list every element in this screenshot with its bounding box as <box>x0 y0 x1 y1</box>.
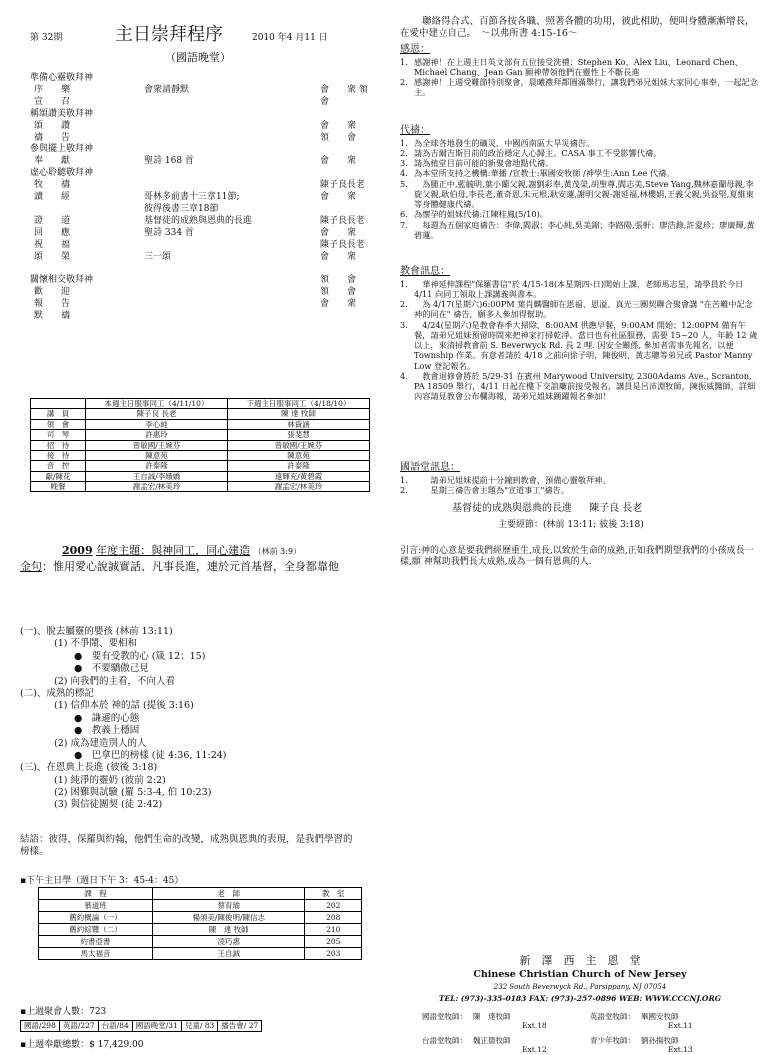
item-number: 4. <box>400 370 408 381</box>
item-name: 頌 榮 <box>34 251 71 262</box>
item-detail: 聖詩 168 首 <box>144 156 194 167</box>
page-subtitle: （國語晚堂） <box>165 51 231 64</box>
schedule-cell: 蔡育瑜 <box>153 900 305 912</box>
program-item <box>22 215 366 228</box>
item-name: 報 告 <box>34 299 71 310</box>
schedule-cell: 205 <box>305 936 362 948</box>
program-item <box>22 252 362 264</box>
program-item <box>22 263 362 275</box>
item-leader: 陳子良長老 <box>320 180 366 191</box>
church-name-english: Chinese Christian Church of New Jersey <box>473 969 687 980</box>
schedule-header-cell: 教 室 <box>305 888 362 900</box>
list-item <box>400 485 760 495</box>
program-item <box>22 156 362 168</box>
prayer-title: 代禱： <box>400 125 430 136</box>
item-text: 為懷孕的姐妹代禱:江陳桂鳳(5/10)。 <box>414 209 548 220</box>
list-item <box>400 475 760 485</box>
item-number: 2. <box>400 484 408 495</box>
program-item <box>22 239 366 252</box>
item-text: 為腫正中,藍毓明,葉小蘭父親,謝劉彩奉,黃茂榮,胡聖尊,閻志美,Steve Yang,魏林嘉蘭母親,李旋父親,耿伯母,李長老,董奇恩,朱元根,耿安蓮,謝明父親-謝延福,林櫻娟,王義父親,吳益堅,夏維東等身體健康代禱。 <box>414 178 754 209</box>
roster-cell: 音 控 <box>31 461 86 471</box>
annual-theme <box>62 544 301 558</box>
schedule-cell: 楊須美/陳俊明/陳信志 <box>153 912 305 924</box>
program-section-heading <box>22 168 362 180</box>
item-text: 請為吉爾吉斯目前的政治穩定人心歸主。CASA 事工不受影響代禱。 <box>414 147 662 158</box>
table-row <box>39 924 362 936</box>
sunday-school-table <box>38 887 362 960</box>
item-name: 祝 福 <box>34 239 71 250</box>
staff-name: 魏正德牧師 <box>473 1036 511 1045</box>
item-number: 2. <box>400 299 408 309</box>
attendance-table <box>20 1020 262 1032</box>
item-leader: 會 衆 <box>320 299 357 310</box>
theme-year: 2009 <box>62 544 93 557</box>
item-number: 1. <box>400 137 408 148</box>
schedule-cell: 凌巧惠 <box>153 936 305 948</box>
item-detail: 三一頌 <box>144 251 172 262</box>
item-leader: 會 衆 <box>320 156 357 167</box>
item-leader: 會 <box>320 96 330 107</box>
item-leader: 陳子良長老 <box>320 215 366 226</box>
item-leader: 領 會 <box>320 275 357 286</box>
item-leader: 領 會 <box>320 287 357 298</box>
item-text: 華神延伸課程"保羅書信"於 4/15-18(本星期四-日)開始上課，老師馬志星，請學員於今日 4/11 向同工領取上課講義與書本。 <box>414 278 744 299</box>
item-text: 每週為五個家庭禱告：李偉,閻淑；李心純,吳美錦；李路陽,張軒；廖浩錄,許愛珍；廖廣輝,黃碧蓮。 <box>414 219 755 240</box>
staff-extension: Ext.13 <box>668 1045 693 1055</box>
outline-heading: (二)、成熟的標記 <box>20 687 94 699</box>
table-row <box>31 461 370 471</box>
outline-item: ● 謙遜的心態 <box>74 712 140 724</box>
staff-entry <box>422 1012 582 1031</box>
sermon-introduction: 引言:神的心意是要我們經歷重生,成長,以致於生命的成熟,正如我們期望我們的小孩成長一樣,願 神幫助我們長大成熟,成為一個有恩典的人. <box>400 546 754 568</box>
item-name: 默 禱 <box>34 311 71 321</box>
page-title: 主日崇拜程序 <box>115 24 223 45</box>
schedule-header-cell: 課 程 <box>39 888 153 900</box>
sermon-outline <box>20 626 380 812</box>
roster-cell: 晚餐 <box>31 482 86 492</box>
item-leader: 會 衆 領 <box>320 84 368 95</box>
roster-cell: 陳意苑 <box>86 450 228 460</box>
staff-role: 英語堂牧師： <box>590 1012 635 1021</box>
roster-cell: 謝孟宏/林美玲 <box>86 482 228 492</box>
staff-extension: Ext.18 <box>522 1021 547 1031</box>
schedule-cell: 舊約概論（一） <box>39 912 153 924</box>
item-text: 為本堂所支持之機構:華播 /宣教士:畢國安牧師 /神學生:Ann Lee 代禱。 <box>414 168 675 179</box>
table-row <box>31 409 370 419</box>
prayer-section <box>400 125 760 240</box>
church-name-chinese: 新 澤 西 主 恩 堂 <box>519 954 641 967</box>
verse-label: 金句 <box>20 560 42 573</box>
attendance-cell: 國語/298 <box>21 1021 60 1032</box>
church-address: 232 South Beverwyck Rd., Parsippany, NJ 07054 <box>493 983 667 991</box>
item-leader: 會 衆 <box>320 251 357 262</box>
staff-entry <box>590 1012 750 1031</box>
item-text: 請為植堂目前可能的新聚會地點代禱。 <box>414 158 554 168</box>
list-item <box>400 57 760 78</box>
item-text: 感謝神！上週受難節特別聚會，晨曦禮拜都圓滿舉行，讓我們弟兄姐妹大家同心事奉，一起記念主。 <box>414 77 758 98</box>
roster-cell: 講 員 <box>31 409 86 419</box>
schedule-cell: 舊約綜覽（二） <box>39 924 153 936</box>
item-number: 2. <box>400 147 408 158</box>
outline-item: ● 不要驕傲己見 <box>74 663 149 675</box>
church-contact: TEL: (973)-335-0183 FAX: (973)-257-0896 WEB: WWW.CCCNJ.ORG <box>438 994 722 1003</box>
roster-header-cell: 本週主日服事同工（4/11/10） <box>86 399 228 409</box>
list-item <box>400 158 760 168</box>
outline-item: (1) 不爭鬧、要相和 <box>54 638 137 650</box>
staff-role: 青少年牧師： <box>590 1036 635 1045</box>
section-title: 參與擺上敬拜神 <box>30 144 94 155</box>
item-name: 歡 迎 <box>34 287 71 298</box>
sermon-conclusion: 結語：彼得，保羅與約翰，他們生命的改變，成熟與恩典的表現，是我們學習的榜樣。 <box>20 834 353 857</box>
issue-number: 第 32期 <box>30 33 63 43</box>
table-row <box>39 948 362 960</box>
list-item <box>400 209 760 219</box>
item-leader: 會 衆 <box>320 192 357 202</box>
program-item <box>22 97 362 109</box>
roster-cell: 接 待 <box>31 450 86 460</box>
table-row <box>39 936 362 948</box>
list-item <box>400 320 760 371</box>
item-name: 讀 經 <box>34 192 71 202</box>
schedule-cell: 王自誠 <box>153 948 305 960</box>
table-row <box>31 440 370 450</box>
roster-cell: 曾敏國/王婉芬 <box>228 440 370 450</box>
list-item <box>400 279 760 300</box>
program-item <box>22 228 362 240</box>
program-section-heading <box>22 144 362 156</box>
roster-cell: 獻/陳花 <box>31 471 86 481</box>
verse-text: ：惟用愛心說誠實話、凡事長進，連於元首基督，全身都靠他 <box>42 560 339 573</box>
sermon-title: 基督徒的成熟與恩典的長進 <box>452 503 572 514</box>
roster-cell: 陳 達 牧師 <box>228 409 370 419</box>
schedule-cell: 慕道班 <box>39 900 153 912</box>
program-item <box>22 192 362 204</box>
item-detail: 聖詩 334 首 <box>144 227 194 238</box>
program-item <box>22 204 362 216</box>
item-number: 1. <box>400 56 408 67</box>
sermon-speaker: 陳子良 長老 <box>589 503 643 514</box>
outline-heading: (三)、在恩典上長進 (彼後 3:18) <box>20 762 158 774</box>
item-name: 證 道 <box>34 215 71 226</box>
outline-item: (2) 向我們的主看，不向人看 <box>54 675 175 687</box>
program-item <box>22 287 362 299</box>
staff-name: 劉孙揚牧師 <box>641 1036 679 1045</box>
roster-cell: 許泰隆 <box>228 461 370 471</box>
schedule-cell: 202 <box>305 900 362 912</box>
outline-item: ● 要有受教的心 (箴 12：15) <box>74 650 206 662</box>
thanks-section <box>400 44 760 98</box>
schedule-header-cell: 老 師 <box>153 888 305 900</box>
list-item <box>400 371 760 402</box>
roster-header-cell: 下週主日服事同工（4/18/10） <box>228 399 370 409</box>
scripture-intro: 聯絡得合式、百節各按各職、照著各體的功用，彼此相助，便叫身體漸漸增長，在愛中建立自己。 ～以弗所書 4:15-16～ <box>400 16 755 39</box>
schedule-cell: 210 <box>305 924 362 936</box>
sermon-heading <box>452 503 642 516</box>
list-item <box>400 148 760 158</box>
mandarin-news-title: 國語堂訊息： <box>400 462 460 473</box>
program-section-heading <box>22 109 362 121</box>
sermon-scripture: 主要經節：(林前 13:11; 彼後 3:18) <box>498 520 644 530</box>
attendance-label: ▪上週聚會人數：723 <box>20 1007 107 1017</box>
table-row <box>31 471 370 481</box>
item-name: 序 樂 <box>34 84 71 95</box>
outline-item: (2) 成為建造別人的人 <box>54 737 147 749</box>
list-item <box>400 220 760 241</box>
roster-cell: 陳子良 長老 <box>86 409 228 419</box>
memory-verse <box>20 560 339 574</box>
schedule-cell: 約書亞書 <box>39 936 153 948</box>
item-leader: 會 衆 <box>320 120 357 131</box>
item-name: 奉 獻 <box>34 156 71 167</box>
staff-role: 台語堂牧師： <box>422 1036 467 1045</box>
table-row <box>31 450 370 460</box>
roster-cell: 謝孟宏/林美玲 <box>228 482 370 492</box>
list-item <box>400 179 760 210</box>
outline-item: (2) 困難與試驗 (羅 5:3-4, 伯 10:23) <box>54 787 212 799</box>
theme-title: 年度主題：與神同工，同心建造 <box>96 544 251 557</box>
item-number: 3. <box>400 158 408 168</box>
table-row <box>31 430 370 440</box>
list-item <box>400 299 760 320</box>
schedule-cell: 馬太福音 <box>39 948 153 960</box>
offering-total: ▪上週奉獻總數：$ 17,429.00 <box>20 1040 144 1050</box>
item-text: 為全球各地發生的礦災，中國西南區大旱災禱告。 <box>414 137 595 148</box>
item-detail: 哥林多前書十三章11節; <box>144 192 240 202</box>
item-number: 1. <box>400 278 408 289</box>
list-item <box>400 168 760 178</box>
attendance-cell: 國語晚堂/31 <box>132 1021 181 1032</box>
staff-extension: Ext.11 <box>668 1021 693 1031</box>
list-item <box>400 77 760 98</box>
roster-cell: 許泰隆 <box>86 461 228 471</box>
roster-cell: 曾敏國/王婉芬 <box>86 440 228 450</box>
program-item <box>22 84 368 97</box>
roster-header-cell <box>31 399 86 409</box>
section-title: 稱頌讚美敬拜神 <box>30 108 94 119</box>
outline-item: (1) 純淨的靈奶 (彼前 2:2) <box>54 774 166 786</box>
theme-reference: （林前 3:9） <box>253 547 302 556</box>
section-title: 關懷相交敬拜神 <box>30 275 94 286</box>
program-section-heading <box>22 73 362 85</box>
staff-name: 陳 達牧師 <box>473 1012 511 1021</box>
schedule-cell: 陳 達 牧師 <box>153 924 305 936</box>
roster-cell: 司 琴 <box>31 430 86 440</box>
outline-item: ● 教義上穩固 <box>74 725 140 737</box>
staff-entry <box>590 1036 750 1055</box>
item-text: 為 4/17(星期六)6:00PM 葉肖麟醫師在恩福、恩溢、真光三團契聯合聚會講 "在苦難中記念神的同在" 禱告，願多人參加得幫助。 <box>414 299 753 320</box>
roster-cell: 領 會 <box>31 419 86 429</box>
staff-role: 國語堂牧師： <box>422 1012 467 1021</box>
item-text: 感謝神！在上週主日英文部有五位接受洗禮：Stephen Ko、Alex Liu、Leonard Chen、Michael Chang、Jean Gan 願神帶領他們在靈性上不斷長進 <box>414 56 743 77</box>
item-number: 4. <box>400 168 408 179</box>
item-text: 4/24(星期六)是教會春季大掃除，8:00AM 供應早餐，9:00AM 開始；12:00PM 備有午餐，請弟兄姐妹預留時間來把神家打掃乾淨。當日也有社區服務，需要 15~20 人，年齡 12 歲以上，來清掃教會前 S. Beverwyck Rd. 長 2 哩. 因安全關係, 參加者需事先報名，以便 Township 作業。有意者請於 4/18 之前向徐子明，陳俊明，黃志聰等弟兄或 Pastor Manny Low 登記報名。 <box>414 319 758 371</box>
roster-cell: 李心純 <box>86 419 228 429</box>
attendance-cell: 英語/227 <box>59 1021 98 1032</box>
item-detail: 彼得後書三章18節 <box>144 203 219 214</box>
item-number: 6. <box>400 209 408 220</box>
item-name: 回 應 <box>34 227 71 238</box>
table-row <box>31 482 370 492</box>
item-text: 星期三禱告會主題為"宣道事工"禱告。 <box>414 484 569 495</box>
item-text: 請弟兄姐妹提前十分鐘到教會，預備心靈敬拜神。 <box>414 474 611 485</box>
item-number: 7. <box>400 219 408 230</box>
item-detail: 會衆請靜默 <box>144 84 190 95</box>
roster-cell: 許惠玲 <box>86 430 228 440</box>
program-item <box>22 311 362 323</box>
roster-cell: 林資涵 <box>228 419 370 429</box>
church-news-title: 教會訊息： <box>400 266 450 277</box>
roster-cell: 王自誠/李娥嬌 <box>86 471 228 481</box>
item-name: 牧 禱 <box>34 180 71 191</box>
table-row <box>39 900 362 912</box>
roster-cell: 張斐慧 <box>228 430 370 440</box>
staff-name: 畢國安牧師 <box>641 1012 679 1021</box>
section-title: 虛心聆聽敬拜神 <box>30 168 94 179</box>
thanks-title: 感恩： <box>400 44 430 55</box>
roster-cell: 陳意苑 <box>228 450 370 460</box>
schedule-cell: 203 <box>305 948 362 960</box>
section-title: 準備心靈敬拜神 <box>30 73 94 83</box>
church-news-section <box>400 266 760 402</box>
service-date: 2010 年4 月11 日 <box>252 33 328 43</box>
item-number: 2. <box>400 77 408 87</box>
program-item <box>22 299 362 311</box>
item-number: 3. <box>400 319 408 330</box>
item-number: 1. <box>400 474 408 485</box>
item-detail: 基督徒的成熟與恩典的長進 <box>144 215 253 226</box>
table-row <box>31 419 370 429</box>
item-leader: 會 衆 <box>320 227 357 238</box>
outline-heading: (一)、脫去屬靈的嬰孩 (林前 13:11) <box>20 626 173 637</box>
attendance-cell: 兒童/ 83 <box>181 1021 217 1032</box>
outline-item: (3) 與信徒團契 (徒 2:42) <box>54 799 163 811</box>
outline-item: ● 巴拿巴的榜樣 (徒 4:36, 11:24) <box>74 749 227 761</box>
item-name: 宣 召 <box>34 96 71 107</box>
program-item <box>22 180 366 192</box>
attendance-cell: 台語/84 <box>98 1021 132 1032</box>
attendance-cell: 播告會/ 27 <box>218 1021 262 1032</box>
roster-cell: 招 待 <box>31 440 86 450</box>
roster-cell: 遠輝充/黃碧霞 <box>228 471 370 481</box>
program-item <box>22 121 362 133</box>
sunday-school-title: ▪下午主日學（週日下午 3：45-4：45） <box>20 876 184 886</box>
program-section-heading <box>22 275 362 287</box>
list-item <box>400 138 760 148</box>
service-roster <box>30 398 370 492</box>
program-item <box>22 133 362 145</box>
table-row <box>39 912 362 924</box>
schedule-cell: 208 <box>305 912 362 924</box>
staff-extension: Ext.12 <box>522 1045 547 1055</box>
item-name: 頌 讚 <box>34 120 71 131</box>
item-leader: 陳子良長老 <box>320 239 366 250</box>
item-text: 教會退修會將於 5/29-31 在賓州 Marywood University, 2300Adams Ave., Scranton, PA 18509 舉行，4/11 日起在樓下交誼廳前接受報名，講員是呂沛淵牧師，陳振威醫師，詳細內容請見教會公布欄海報，請弟兄姐妹踴躍報名參加！ <box>414 370 756 402</box>
mandarin-news-section <box>400 462 760 495</box>
staff-entry <box>422 1036 582 1055</box>
outline-item: (1) 信仰本於 神的話 (提後 3:16) <box>54 700 194 712</box>
item-name: 禱 告 <box>34 132 71 143</box>
item-number: 5. <box>400 178 408 189</box>
item-leader: 領 會 <box>320 132 357 143</box>
